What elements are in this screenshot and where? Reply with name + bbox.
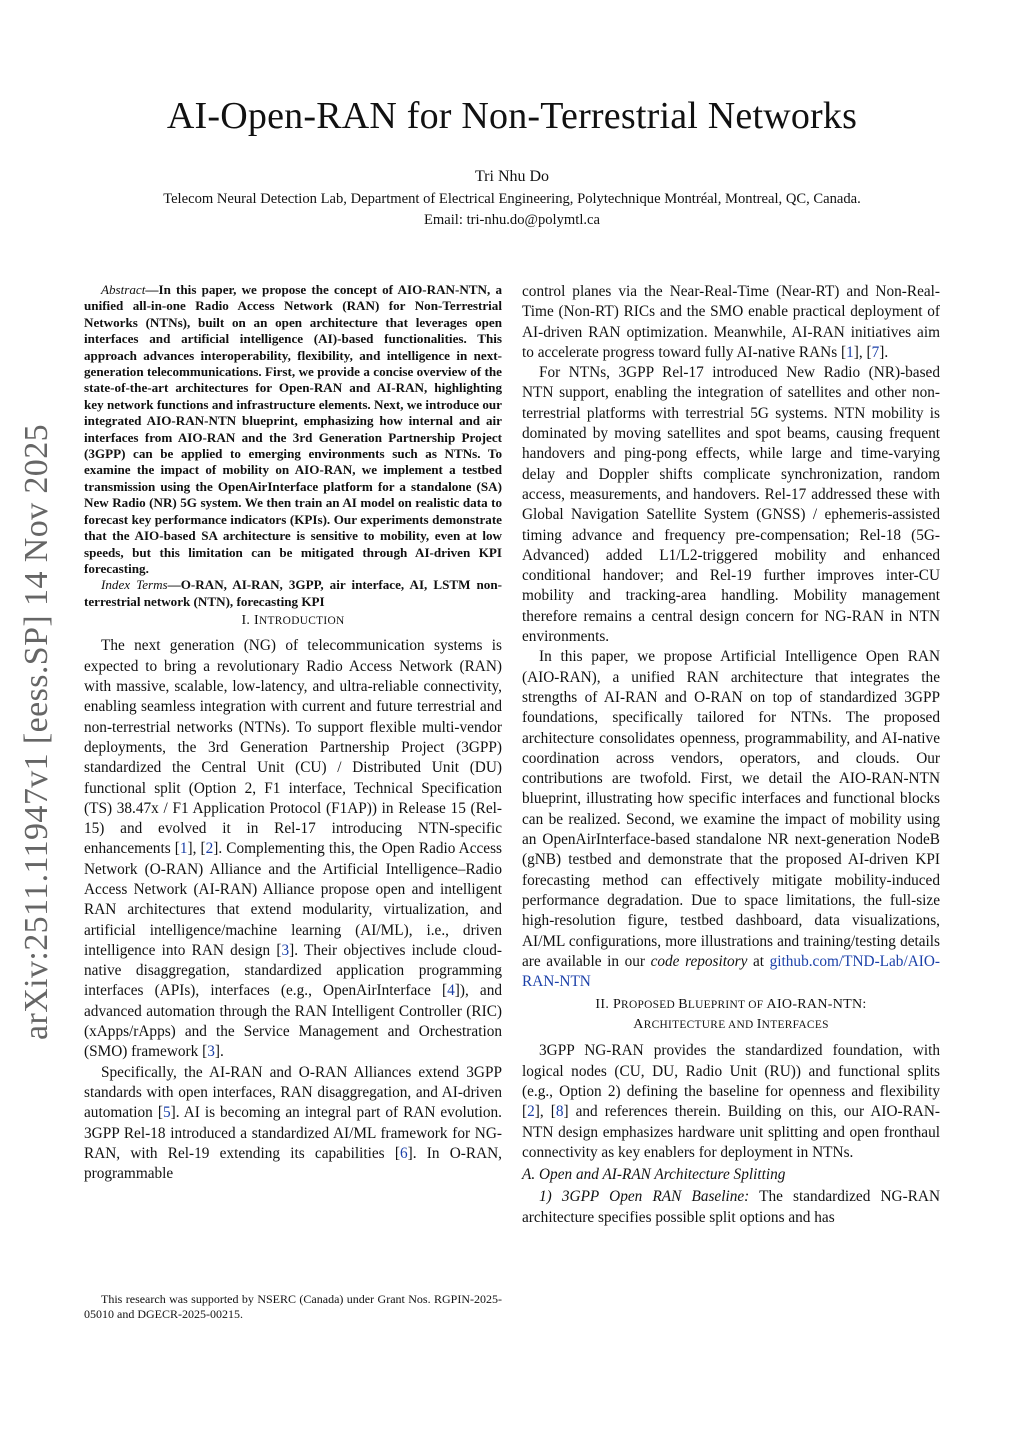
section-number: I.: [241, 613, 255, 629]
footnote: [84, 1292, 502, 1322]
section2-paragraph-1: 3GPP NG-RAN provides the standardized foundation, with logical nodes (CU, DU, Radio Unit (RU)) and functional splits (e.g., Option 2) defining the baseline for openness and flexibility [2], [8] and references therein. Building on this, our AIO-RAN-NTN design emphasizes hardware unit splitting and open fronthaul connectivity as key enablers for deployment in NTNs.: [522, 1042, 940, 1161]
email-label: Email:: [424, 212, 467, 228]
citation-link[interactable]: 7: [871, 343, 880, 361]
citation-link[interactable]: 6: [399, 1144, 408, 1162]
index-terms: [84, 577, 502, 610]
citation-link[interactable]: 8: [555, 1103, 564, 1121]
footnote-text: This research was supported by NSERC (Canada) under Grant Nos. RGPIN-2025-05010 and DGECR-2025-00215.: [84, 1292, 502, 1321]
email-link[interactable]: tri-nhu.do@polymtl.ca: [466, 212, 600, 228]
citation-link[interactable]: 1: [846, 343, 854, 361]
section-heading-blueprint: II. PROPOSED BLUEPRINT OF AIO-RAN-NTN: ARCHITECTURE AND INTERFACES: [595, 997, 867, 1033]
section-title-rest: NTRODUCTION: [258, 615, 345, 628]
arxiv-identifier: arXiv:2511.11947v1 [eess.SP] 14 Nov 2025: [18, 424, 55, 1040]
intro-paragraph-ntn: For NTNs, 3GPP Rel-17 introduced New Radio (NR)-based NTN support, enabling the integration of satellites and other non-terrestrial platforms with terrestrial 5G systems. NTN mobility is dominated by moving satellites and spot beams, causing frequent handovers and ping-pong effects, while large and time-varying delay and Doppler shifts complicate synchronization, random access, measurements, and handovers. Rel-17 addressed these with Global Navigation Satellite System (GNSS) / ephemeris-assisted timing advance and frequency pre-compensation; Rel-18 (5G-Advanced) added L1/L2-triggered mobility and enhanced conditional handover; and Rel-19 further improves inter-CU mobility and tracking-area handling. Mobility management therefore remains a central design concern for NG-RAN in NTN environments.: [522, 364, 940, 646]
section-initial: I: [254, 613, 259, 629]
citation-link[interactable]: 4: [447, 982, 455, 1000]
subsubsection-paragraph-1: 1) 3GPP Open RAN Baseline: The standardized NG-RAN architecture specifies possible split options and has: [522, 1188, 940, 1226]
repository-link[interactable]: github.com/TND-Lab/AIO-RAN-NTN: [522, 952, 940, 991]
abstract-label: Abstract: [101, 282, 146, 297]
subsubsection-label: 1) 3GPP Open RAN Baseline:: [539, 1188, 750, 1206]
index-terms-dash: —: [167, 577, 181, 593]
citation-link[interactable]: 2: [205, 840, 214, 858]
citation-link[interactable]: 5: [162, 1104, 171, 1122]
intro-paragraph-continued: control planes via the Near-Real-Time (Near-RT) and Non-Real-Time (Non-RT) RICs and the SMO enable practical deployment of AI-driven RAN optimization. Meanwhile, AI-RAN initiatives aim to accelerate progress toward fully AI-native RANs [1], [7].: [522, 283, 940, 361]
citation-link[interactable]: 3: [207, 1043, 215, 1061]
index-terms-label: Index Terms: [101, 577, 168, 593]
intro-paragraph-1: The next generation (NG) of telecommunication systems is expected to bring a revolutionary Radio Access Network (RAN) with massive, scalable, low-latency, and ultra-reliable connectivity, enabling seamless integration with current and future terrestrial and non-terrestrial networks (NTNs). To support flexible multi-vendor deployments, the 3rd Generation Partnership Project (3GPP) standardized the Central Unit (CU) / Distributed Unit (DU) functional split (Option 2, F1 interface, Technical Specification (TS) 38.47x / F1 Application Protocol (F1AP)) in Release 15 (Rel-15) and evolved it in Rel-17 introducing NTN-specific enhancements [1], [2]. Complementing this, the Open Radio Access Network (O-RAN) Alliance and the Artificial Intelligence–Radio Access Network (AI-RAN) Alliance propose open and intelligent RAN architectures that extend modularity, virtualization, and artificial intelligence/machine learning (AI/ML), i.e., driven intelligence into RAN design [3]. Their objectives include cloud-native disaggregation, standardized application programming interfaces (APIs), interfaces (e.g., OpenAirInterface [4]), and advanced automation through the RAN Intelligent Controller (RIC) (xApps/rApps) and the Service Management and Orchestration (SMO) framework [3].: [84, 637, 503, 1061]
abstract-text: In this paper, we propose the concept of AIO-RAN-NTN, a unified all-in-one Radio Access Network (RAN) for Non-Terrestrial Networks (NTNs), built on an open architecture that leverages open interfaces and artificial intelligence (AI)-based functionalities. This approach advances interoperability, flexibility, and intelligence in next-generation telecommunications. First, we provide a concise overview of the state-of-the-art architectures for Open-RAN and AI-RAN, highlighting key network functions and infrastructure elements. Next, we introduce our integrated AIO-RAN-NTN blueprint, emphasizing how internal and air interfaces from AIO-RAN and the 3rd Generation Partnership Project (3GPP) can be applied to emerging environments such as NTNs. To examine the impact of mobility on AIO-RAN, we implement a testbed transmission using the OpenAirInterface platform for a standalone (SA) New Radio (NR) 5G system. We then train an AI model on realistic data to forecast key performance indicators (KPIs). Our experiments demonstrate that the AIO-based SA architecture is sensitive to mobility, even at low speeds, but this limitation can be mitigated through AI-driven KPI forecasting.: [84, 282, 502, 576]
citation-link[interactable]: 1: [179, 840, 188, 858]
author-email-line: [0, 212, 1024, 229]
author-name: Tri Nhu Do: [474, 168, 550, 185]
code-repository-emphasis: code repository: [650, 952, 748, 970]
paper-title: AI-Open-RAN for Non-Terrestrial Networks: [166, 95, 858, 137]
intro-paragraph-2: Specifically, the AI-RAN and O-RAN Alliances extend 3GPP standards with open interfaces, RAN disaggregation, and AI-driven automation [5]. AI is becoming an integral part of RAN evolution. 3GPP Rel-18 introduced a standardized AI/ML framework for NG-RAN, with Rel-19 extending its capabilities [6]. In O-RAN, programmable: [84, 1063, 503, 1183]
citation-link[interactable]: 3: [281, 941, 290, 959]
left-column: [84, 282, 502, 1184]
right-column: [522, 282, 940, 1228]
subsection-heading-a: A. Open and AI-RAN Architecture Splitting: [522, 1166, 786, 1184]
abstract: [84, 282, 502, 577]
citation-link[interactable]: 2: [527, 1103, 535, 1121]
index-terms-text: O-RAN, AI-RAN, 3GPP, air interface, AI, LSTM non-terrestrial network (NTN), forecasting KPI: [84, 577, 502, 609]
abstract-dash: —: [145, 282, 159, 297]
author-affiliation: Telecom Neural Detection Lab, Department of Electrical Engineering, Polytechnique Montréal, Montreal, QC, Canada.: [163, 191, 861, 207]
section-heading-introduction: [84, 611, 502, 631]
intro-paragraph-contributions: In this paper, we propose Artificial Intelligence Open RAN (AIO-RAN), a unified RAN architecture that integrates the strengths of AI-RAN and O-RAN on top of standardized 3GPP foundations, specifically tailored for NTNs. The proposed architecture consolidates openness, programmability, and AI-native coordination across vendors, operators, and clouds. Our contributions are twofold. First, we detail the AIO-RAN-NTN blueprint, illustrating how specific interfaces and functional blocks can be realized. Second, we examine the impact of mobility using an OpenAirInterface-based standalone NR next-generation NodeB (gNB) testbed and demonstrate that the proposed AI-driven KPI forecasting method can effectively mitigate mobility-induced performance degradation. Due to space limitations, the full-size high-resolution figure, testbed dashboard, data visualizations, AI/ML configurations, more illustrations and training/testing details are available in our code repository at github.com/TND-Lab/AIO-RAN-NTN: [522, 648, 940, 991]
